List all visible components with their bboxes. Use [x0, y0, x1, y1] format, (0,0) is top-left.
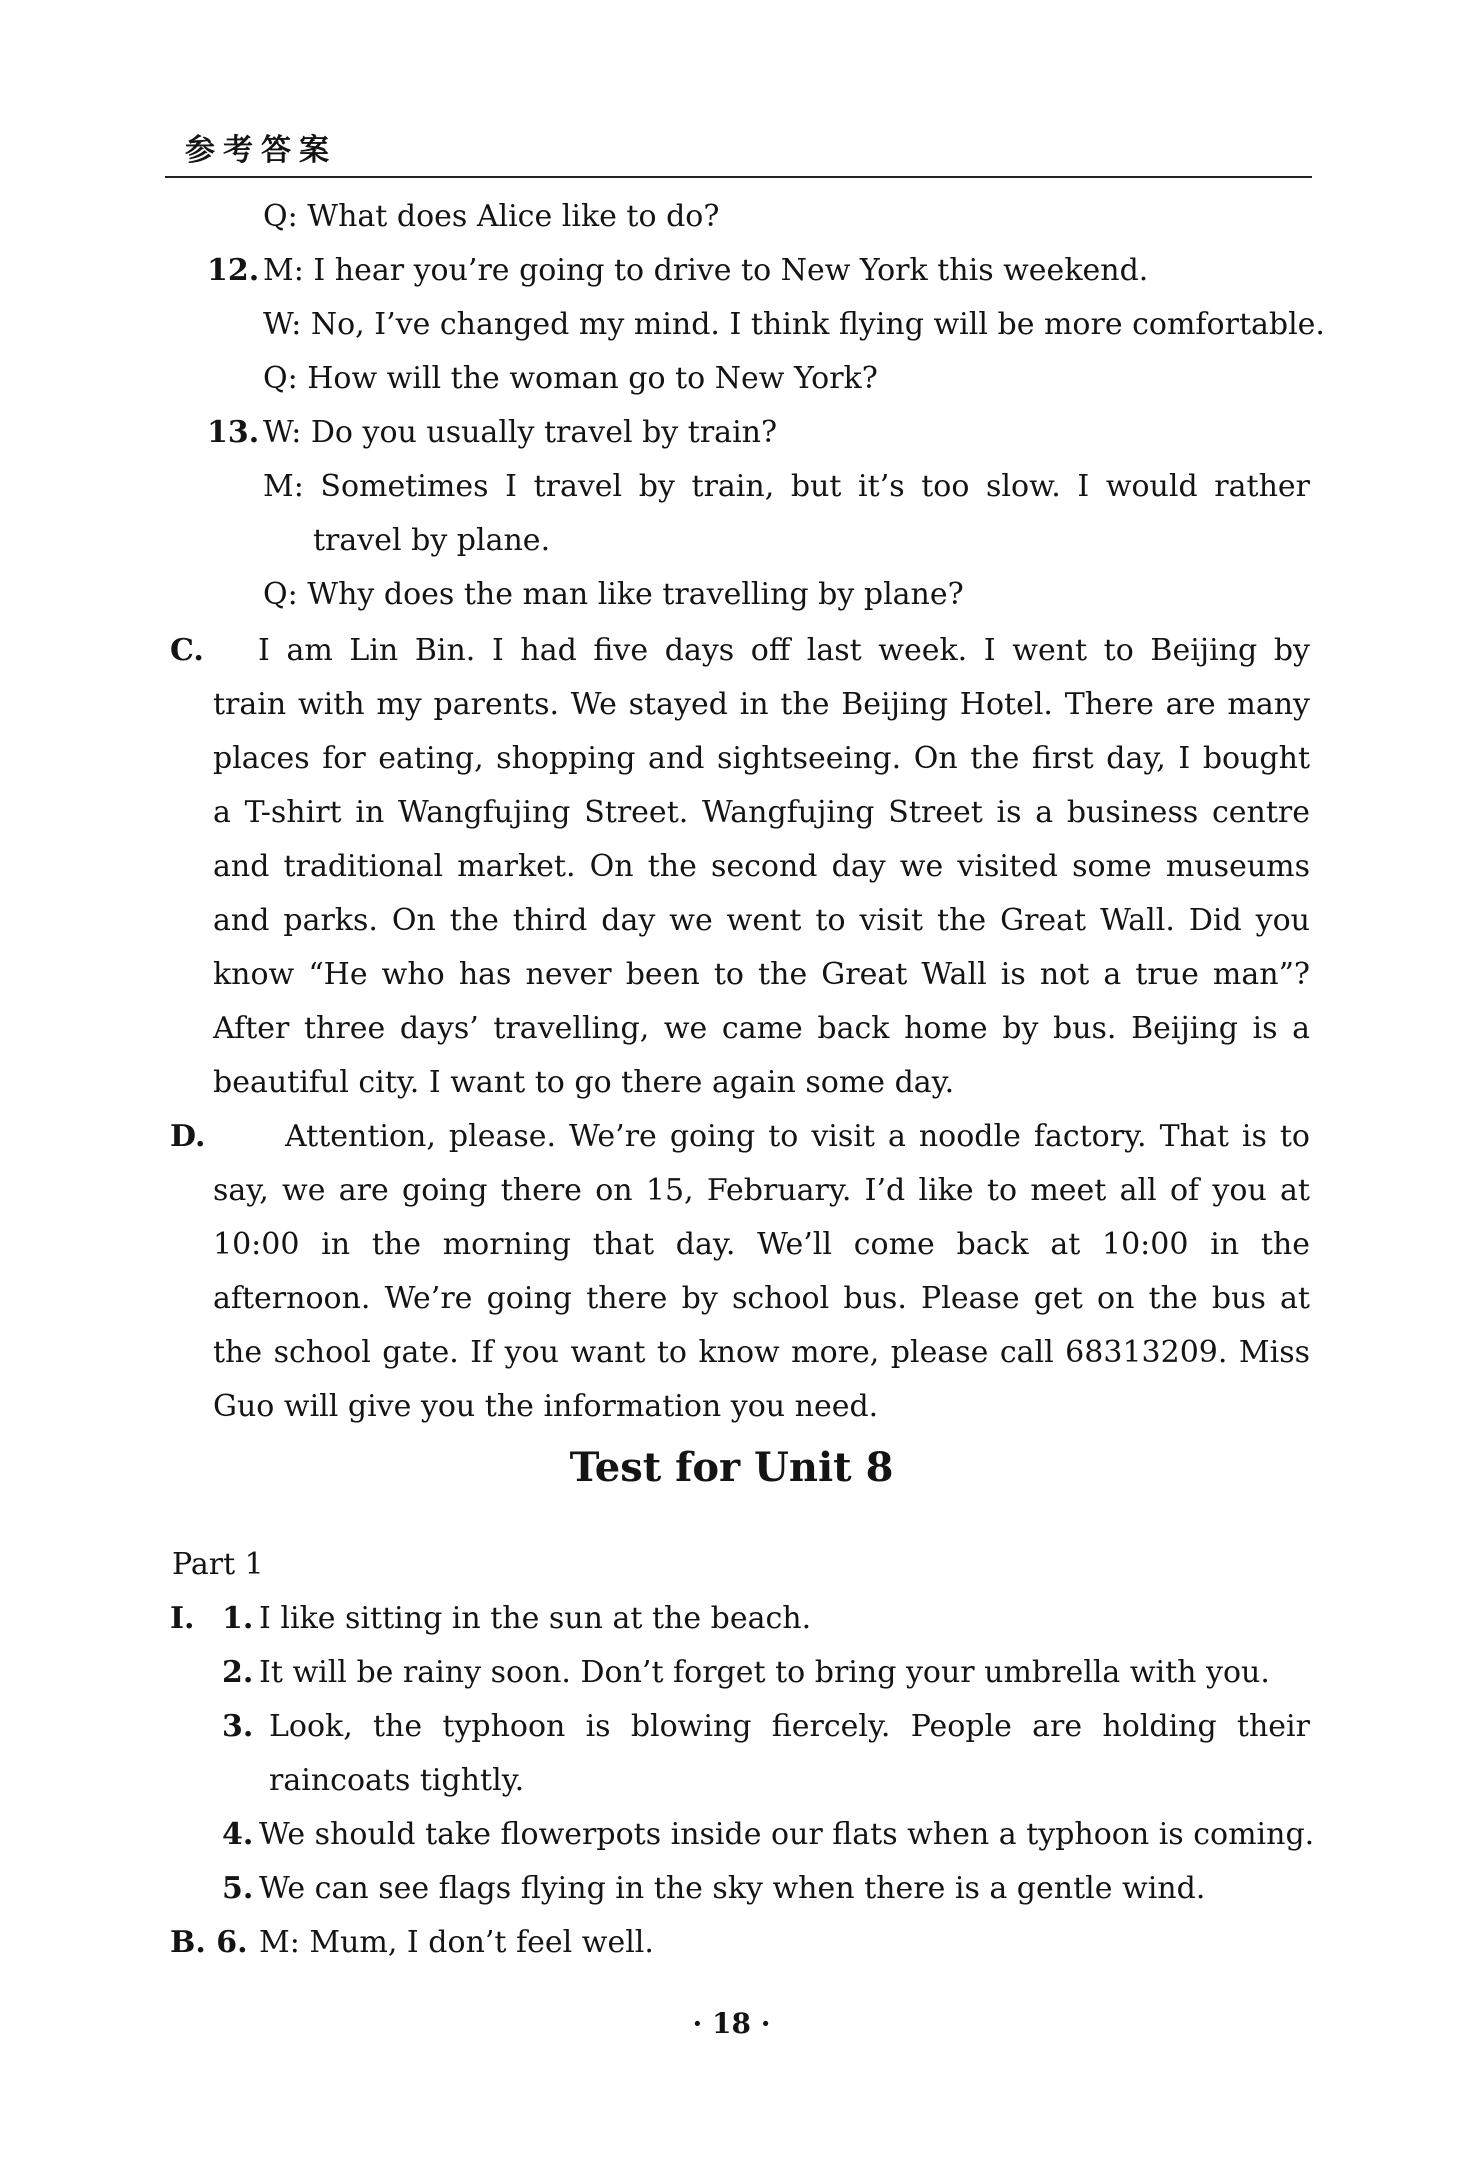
question-11: Q: What does Alice like to do? [263, 199, 720, 234]
section-c-line: places for eating, shopping and sightseeing. On the first day, I bought [213, 741, 1310, 776]
section-d-line: Guo will give you the information you need. [213, 1389, 879, 1424]
section-c-line: know “He who has never been to the Great Wall is not a true man”? [213, 957, 1310, 992]
dialogue-13-m-line2: travel by plane. [313, 523, 551, 558]
section-c-label: C. [170, 633, 204, 668]
section-b-label: B. 6. [170, 1925, 248, 1960]
item-sentence: It will be rainy soon. Don’t forget to bring your umbrella with you. [259, 1655, 1270, 1690]
item-number: 5. [222, 1871, 254, 1906]
item-number: 4. [222, 1817, 254, 1852]
dialogue-13-q: Q: Why does the man like travelling by plane? [263, 577, 964, 612]
page-header: 参考答案 [185, 133, 337, 168]
section-c-line: I am Lin Bin. I had five days off last week. I went to Beijing by [258, 633, 1310, 668]
item-sentence: We can see flags flying in the sky when there is a gentle wind. [259, 1871, 1206, 1906]
item-number: 1. [222, 1601, 254, 1636]
item-sentence-continued: raincoats tightly. [269, 1763, 525, 1798]
section-c-line: a T-shirt in Wangfujing Street. Wangfujing Street is a business centre [213, 795, 1310, 830]
item-sentence: We should take flowerpots inside our flats when a typhoon is coming. [259, 1817, 1315, 1852]
section-c-line: and parks. On the third day we went to visit the Great Wall. Did you [213, 903, 1310, 938]
dialogue-12-w: W: No, I’ve changed my mind. I think flying will be more comfortable. [263, 307, 1325, 342]
dialogue-13-m-line1: M: Sometimes I travel by train, but it’s too slow. I would rather [263, 469, 1310, 504]
unit-test-title: Test for Unit 8 [569, 1444, 894, 1491]
section-c-line: train with my parents. We stayed in the Beijing Hotel. There are many [213, 687, 1310, 722]
section-c-line: and traditional market. On the second day we visited some museums [213, 849, 1310, 884]
item-number-12: 12. [207, 253, 260, 288]
header-divider [165, 176, 1312, 178]
section-c-line: beautiful city. I want to go there again some day. [213, 1065, 955, 1100]
part-label: Part 1 [172, 1547, 264, 1582]
dialogue-12-q: Q: How will the woman go to New York? [263, 361, 878, 396]
item-number: 2. [222, 1655, 254, 1690]
item-number-13: 13. [207, 415, 260, 450]
section-d-line: the school gate. If you want to know more, please call 68313209. Miss [213, 1335, 1310, 1370]
item-sentence: Look, the typhoon is blowing fiercely. People are holding their [269, 1709, 1310, 1744]
section-d-line: Attention, please. We’re going to visit a noodle factory. That is to [285, 1119, 1310, 1154]
section-d-line: afternoon. We’re going there by school bus. Please get on the bus at [213, 1281, 1310, 1316]
section-d-line: say, we are going there on 15, February. I’d like to meet all of you at [213, 1173, 1310, 1208]
roman-numeral-label: Ⅰ. [170, 1601, 195, 1636]
dialogue-12-m: M: I hear you’re going to drive to New York this weekend. [263, 253, 1149, 288]
dialogue-13-w: W: Do you usually travel by train? [263, 415, 778, 450]
page-number: · 18 · [692, 2007, 771, 2040]
dialogue-6-m: M: Mum, I don’t feel well. [259, 1925, 654, 1960]
item-sentence: I like sitting in the sun at the beach. [259, 1601, 812, 1636]
item-number: 3. [222, 1709, 254, 1744]
section-c-line: After three days’ travelling, we came back home by bus. Beijing is a [213, 1011, 1310, 1046]
section-d-line: 10:00 in the morning that day. We’ll come back at 10:00 in the [213, 1227, 1310, 1262]
section-d-label: D. [170, 1119, 206, 1154]
